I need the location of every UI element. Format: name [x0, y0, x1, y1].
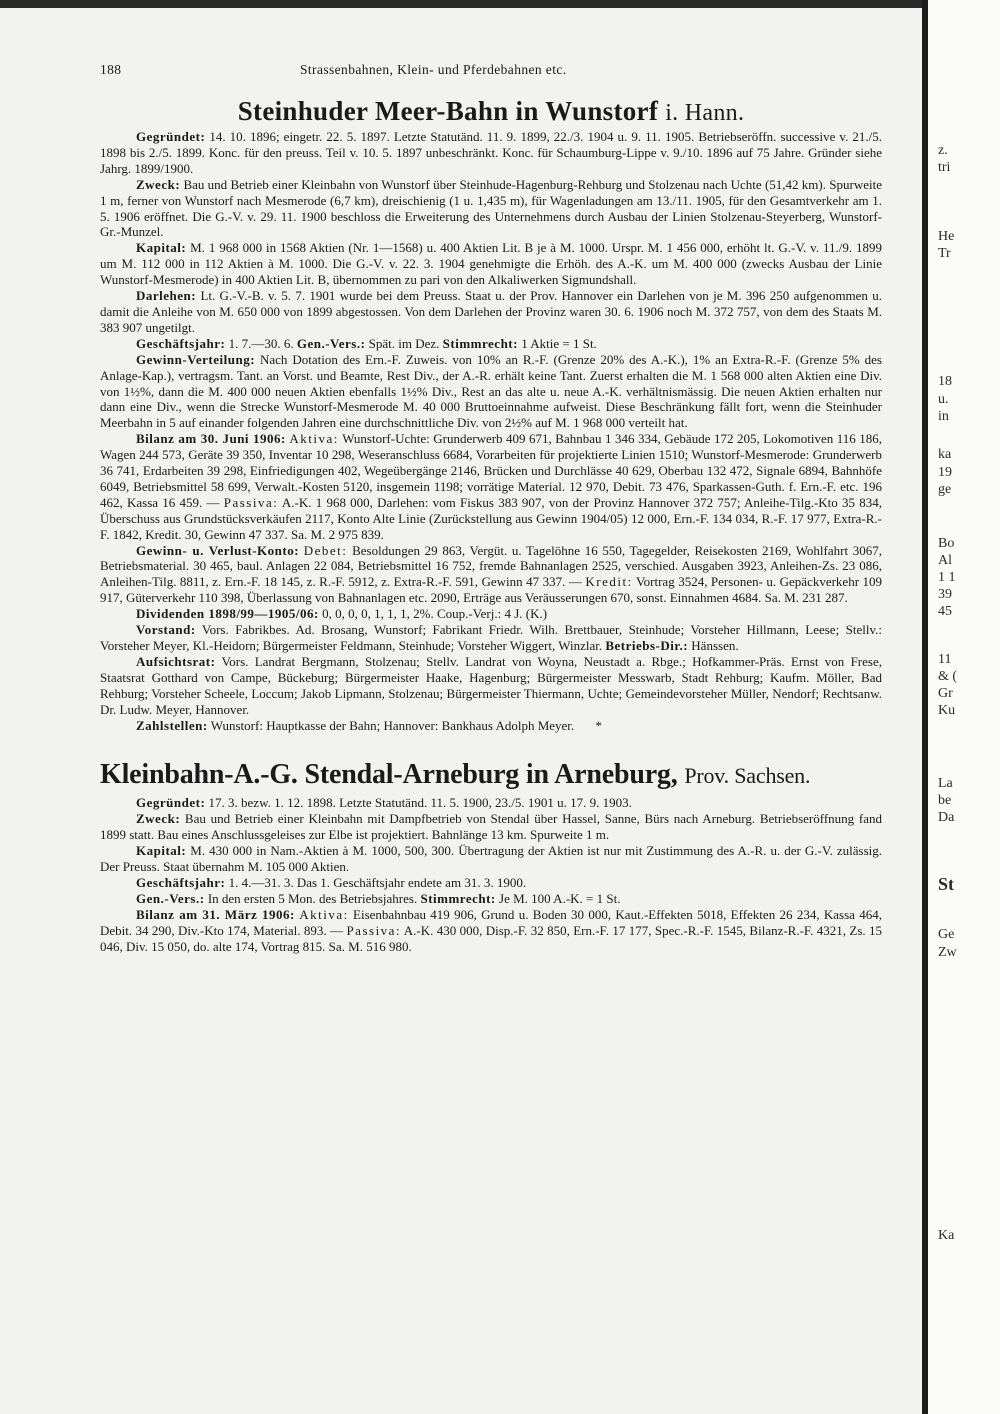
entry-gewinn-verteilung — [100, 352, 882, 432]
entry-text: 0, 0, 0, 0, 1, 1, 1, 2%. Coup.-Verj.: 4 J. (K.) — [322, 606, 548, 622]
entry-sublabel: Passiva: — [346, 922, 402, 938]
entry-sublabel: Passiva: — [223, 494, 279, 510]
adjacent-fragment: He — [938, 229, 955, 244]
entry-label: Kapital: — [136, 843, 187, 859]
entry-aufsichtsrat — [100, 654, 882, 718]
scan-top-edge — [0, 0, 1000, 8]
entry-text: Nach Dotation des Ern.-F. Zuweis. von 10% an R.-F. (Grenze 20% des A.-K.), 1% an Extra-R.-F. (Grenze 5% des Anlage-Kap.), vertragsm. Tant. an Vorst. und Beamte, Rest Div., der A.-R. erhält keine Tant. Zuerst erhalten die M. 1 568 000 alten Aktien eine Div. von 1½%, dann die M. 400 000 neuen Aktien ebenfalls 1½% Div., Rest an das alte u. neue A.-K. verhältnismässig. Die neuen Aktien erhalten nur dann eine Div., wenn die Strecke Wunstorf-Mesmerode M. 40 000 Bruttoeinnahme aufweist. Diese Beschränkung fällt fort, wenn die Steinhuder Meerbahn in 5 auf einander folgenden Jahren eine durchschnittliche Div. von 2½% auf M. 1 968 000 verteilt hat. — [100, 351, 882, 431]
entry-darlehen — [100, 288, 882, 336]
adjacent-fragment: u. — [938, 392, 949, 407]
adjacent-fragment: z. — [938, 143, 948, 158]
entry-label: Gen.-Vers.: — [136, 890, 205, 906]
entry-label: Dividenden 1898/99—1905/06: — [136, 606, 319, 622]
entry-text: M. 1 968 000 in 1568 Aktien (Nr. 1—1568) u. 400 Aktien Lit. B je à M. 1000. Urspr. M. 1 456 000, erhöht lt. G.-V. v. 11./9. 1899 um M. 112 000 in 112 Aktien à M. 1000. Die G.-V. v. 22. 3. 1904 genehmigte die Erhöh. des A.-K. um M. 400 000 (zwecks Ausbau der Linie Wunstorf-Mesmerode) in 400 Aktien Lit. B, übernommen zu pari von den Alkaliwerken Sigmundshall. — [100, 240, 882, 288]
running-title: Strassenbahnen, Klein- und Pferdebahnen etc. — [300, 62, 567, 77]
asterisk-mark: * — [595, 717, 602, 733]
entry-text: Wunstorf: Hauptkasse der Bahn; Hannover: Bankhaus Adolph Meyer. — [210, 717, 575, 733]
company-title — [100, 759, 882, 791]
entry-text: Bau und Betrieb einer Kleinbahn mit Dampfbetrieb von Stendal über Hassel, Sanne, Bürs nach Arneburg. Betriebseröffnung fand 1899 statt. Bau eines Anschlussgeleises zur Elbe ist projektiert. Bahnlänge 13 km. Spurweite 1 m. — [100, 811, 883, 843]
entry-text: 17. 3. bezw. 1. 12. 1898. Letzte Statutänd. 11. 5. 1900, 23./5. 1901 u. 17. 9. 1903. — [208, 795, 632, 811]
entry-label: Zahlstellen: — [136, 717, 208, 733]
entry-text: 1. 7.—30. 6. — [228, 335, 294, 351]
company-name: Kleinbahn-A.-G. Stendal-Arneburg in Arneburg, — [100, 759, 678, 791]
adjacent-fragment: Al — [938, 553, 952, 568]
entry-label: Bilanz am 30. Juni 1906: — [136, 431, 286, 447]
entry-zahlstellen — [100, 718, 882, 734]
entry-sublabel: Aktiva: — [299, 906, 349, 922]
page-number: 188 — [100, 62, 122, 77]
entry-geschaeftsjahr — [100, 875, 882, 891]
entry-label: Gen.-Vers.: — [296, 335, 366, 351]
adjacent-page-strip — [922, 0, 1000, 1414]
company-location: i. Hann. — [665, 100, 745, 126]
entry-text: A.-K. 430 000, Disp.-F. 32 850, Ern.-F. 17 177, Spec.-R.-F. 1545, Bilanz-R.-F. 4321, Zs. 15 046, Div. 15 050, do. alte 174, Vortrag 815. Sa. M. 516 980. — [100, 922, 883, 954]
adjacent-fragment: 18 — [938, 374, 952, 389]
entry-gewinn-verlust — [100, 543, 882, 607]
entry-text: Hänssen. — [691, 638, 739, 653]
adjacent-fragment: 11 — [938, 652, 952, 667]
entry-text: Spät. im Dez. — [368, 335, 440, 351]
entry-label: Stimmrecht: — [442, 335, 518, 351]
entry-gegruendet — [100, 795, 882, 811]
adjacent-fragment: Ka — [938, 1228, 955, 1243]
entry-text: Besoldungen 29 863, Vergüt. u. Tagelöhne 16 550, Tagegelder, Reisekosten 2169, Wohlfahrt 3067, Betriebsmaterial. 30 465, baul. Anlagen 22 084, Betriebsmittel 16 752, fremde Bahnanlagen 2525, verschied. Ausgaben 3923, Anleihen-Zs. 23 086, Anleihen-Tilg. 8811, z. Ern.-F. 18 145, z. R.-F. 5912, z. Extra-R.-F. 591, Gewinn 47 337. — — [100, 542, 883, 590]
entry-text: 1. 4.—31. 3. Das 1. Geschäftsjahr endete am 31. 3. 1900. — [228, 874, 527, 890]
entry-text: Bau und Betrieb einer Kleinbahn von Wunstorf über Steinhude-Hagenburg-Rehburg und Stolzenau nach Uchte (51,42 km). Spurweite 1 m, ferner von Wunstorf nach Mesmerode (6,7 km), dreischienig (1 u. 1,435 m), für Wagenladungen am 13./11. 1905, für den Gesamtverkehr am 1. 5. 1906 eröffnet. Die G.-V. v. 29. 11. 1900 beschloss die Erweiterung des Unternehmens durch Ausbau der Linien Stolzenau-Steyerberg, Wunstorf-Gr.-Munzel. — [100, 176, 882, 240]
company-name: Steinhuder Meer-Bahn in Wunstorf — [237, 96, 659, 126]
entry-text: In den ersten 5 Mon. des Betriebsjahres. — [207, 890, 418, 906]
entry-text: 1 Aktie = 1 St. — [521, 335, 597, 351]
adjacent-fragment: Gr — [938, 686, 953, 701]
entry-dividenden — [100, 606, 882, 622]
entry-zweck — [100, 811, 882, 843]
entry-vorstand — [100, 622, 882, 654]
entry-label: Stimmrecht: — [420, 890, 496, 906]
adjacent-fragment: 39 — [938, 587, 952, 602]
entry-bilanz — [100, 431, 882, 542]
entry-label: Gewinn- u. Verlust-Konto: — [136, 542, 300, 558]
entry-geschaeftsjahr — [100, 336, 882, 352]
entry-text: Vors. Landrat Bergmann, Stolzenau; Stellv. Landrat von Woyna, Neustadt a. Rbge.; Hofkammer-Präs. Ernst von Frese, Staatsrat Gotthard von Campe, Bückeburg; Bürgermeister Haake, Hagenburg; Bürgermeister Messwarb, Stadt Rehburg; Kaufm. Möller, Bad Rehburg; Vorsteher Scheele, Loccum; Jakob Lipmann, Stolzenau; Bürgermeister Thiermann, Uchte; Gemeindevorsteher Müller, Nendorf; Rechtsanw. Dr. Ludw. Meyer, Hannover. — [100, 653, 882, 717]
adjacent-fragment: La — [938, 776, 953, 791]
entry-kapital — [100, 843, 882, 875]
entry-label: Gegründet: — [136, 795, 206, 811]
entry-text: A.-K. 1 968 000, Darlehen: vom Fiskus 383 907, von der Provinz Hannover 372 757; Anleihe-Tilg.-Kto 35 834, Überschuss aus Grundstücksverkäufen 2117, Konto Alte Linie (Zurückstellung aus Gewinn 1904/05) 12 000, Ern.-F. 134 034, R.-F. 17 977, Extra-R.-F. 1842, Kredit. 30, Gewinn 47 337. Sa. M. 2 975 839. — [100, 494, 882, 542]
entry-label: Geschäftsjahr: — [136, 335, 226, 351]
adjacent-fragment: St — [938, 874, 955, 894]
entry-text: Wunstorf-Uchte: Grunderwerb 409 671, Bahnbau 1 346 334, Gebäude 172 205, Lokomotiven 116 186, Wagen 244 573, Geräte 39 350, Inventar 10 298, Weseranschluss 6684, Vorarbeiten für projektierte Linien 1510; Wunstorf-Mesmerode: Grunderwerb 36 741, Erdarbeiten 39 298, Einfriedigungen 402, Wegeübergänge 2146, Brücken und Durchlässe 40 629, Oberbau 132 472, Signale 6894, Bahnhöfe 6049, Betriebsmittel 58 699, Verwalt.-Kosten 5120, insgemein 1198; vorrätige Material. 12 970, Debit. 73 476, Sparkassen-Guth. f. Ern.-F. etc. 196 462, Kassa 16 459. — — [100, 431, 883, 510]
entry-label: Betriebs-Dir.: — [605, 638, 689, 653]
running-header — [100, 58, 882, 84]
entry-label: Zweck: — [136, 811, 181, 827]
entry-label: Aufsichtsrat: — [136, 653, 216, 669]
company-location: Prov. Sachsen. — [684, 763, 811, 789]
adjacent-fragment: ge — [938, 482, 952, 497]
adjacent-fragment: & ( — [938, 669, 958, 684]
entry-gegruendet — [100, 129, 882, 177]
entry-label: Geschäftsjahr: — [136, 874, 226, 890]
adjacent-fragment: 1 1 — [938, 570, 956, 585]
adjacent-fragment: Bo — [938, 536, 955, 551]
entry-text: Eisenbahnbau 419 906, Grund u. Boden 30 000, Kaut.-Effekten 5018, Effekten 26 234, Kassa 464, Debit. 34 290, Div.-Kto 174, Material. 893. — — [100, 906, 883, 938]
company-title — [100, 96, 882, 127]
adjacent-fragment: Zw — [938, 945, 957, 960]
adjacent-fragment: 45 — [938, 604, 952, 619]
entry-text: Vors. Fabrikbes. Ad. Brosang, Wunstorf; Fabrikant Friedr. Wilh. Brettbauer, Steinhude; Vorsteher Hillmann, Leese; Stellv.: Vorsteher Meyer, Kl.-Heidorn; Bürgermeister Feldmann, Steinhude; Vorsteher Wiggert, Winzlar. — [100, 622, 882, 653]
adjacent-fragment: ka — [938, 447, 952, 462]
entry-kapital — [100, 240, 882, 288]
entry-text: Vortrag 3524, Personen- u. Gepäckverkehr 109 917, Güterverkehr 110 398, Überlassung von Bahnanlagen etc. 2090, Erträge aus Veräusserungen 670, sonst. Einnahmen 4684. Sa. M. 231 287. — [100, 574, 883, 606]
adjacent-fragment: tri — [938, 160, 951, 175]
entry-label: Bilanz am 31. März 1906: — [136, 906, 295, 922]
entry-text: Lt. G.-V.-B. v. 5. 7. 1901 wurde bei dem Preuss. Staat u. der Prov. Hannover ein Darlehen von je M. 396 250 aufgenommen u. damit die Anleihe von M. 650 000 von 1899 abgestossen. Von dem Darlehen der Provinz waren 30. 6. 1906 noch M. 372 757, von dem des Staats M. 383 907 ungetilgt. — [100, 288, 883, 335]
adjacent-fragment: Ge — [938, 927, 955, 942]
entry-label: Darlehen: — [136, 288, 197, 304]
adjacent-fragment: Da — [938, 810, 955, 825]
entry-label: Gewinn-Verteilung: — [136, 351, 256, 367]
entry-label: Zweck: — [136, 176, 181, 192]
entry-bilanz — [100, 907, 882, 955]
entry-sublabel: Aktiva: — [289, 431, 339, 447]
entry-text: M. 430 000 in Nam.-Aktien à M. 1000, 500, 300. Übertragung der Aktien ist nur mit Zustimmung des A.-R. u. der G.-V. zulässig. Der Preuss. Staat übernahm M. 105 000 Aktien. — [100, 843, 883, 875]
adjacent-fragment: be — [938, 793, 952, 808]
entry-text: Je M. 100 A.-K. = 1 St. — [499, 890, 621, 906]
adjacent-fragment: in — [938, 409, 949, 424]
entry-genvers — [100, 891, 882, 907]
adjacent-fragment: 19 — [938, 465, 952, 480]
adjacent-fragment: Ku — [938, 703, 956, 718]
entry-label: Gegründet: — [136, 129, 206, 144]
entry-label: Kapital: — [136, 240, 187, 256]
book-page — [100, 58, 882, 955]
entry-sublabel: Kredit: — [585, 574, 633, 590]
entry-sublabel: Debet: — [303, 542, 348, 558]
adjacent-fragment: Tr — [938, 246, 951, 261]
entry-text: 14. 10. 1896; eingetr. 22. 5. 1897. Letzte Statutänd. 11. 9. 1899, 22./3. 1904 u. 9. 11. 1905. Betriebseröffn. successive v. 21./5. 1898 bis 2./5. 1899. Konc. für den preuss. Teil v. 10. 5. 1897 unbeschränkt. Konc. für Schaumburg-Lippe v. 9./10. 1896 auf 75 Jahre. Gründer siehe Jahrg. 1899/1900. — [100, 129, 883, 176]
entry-zweck — [100, 177, 882, 241]
entry-label: Vorstand: — [136, 622, 196, 638]
